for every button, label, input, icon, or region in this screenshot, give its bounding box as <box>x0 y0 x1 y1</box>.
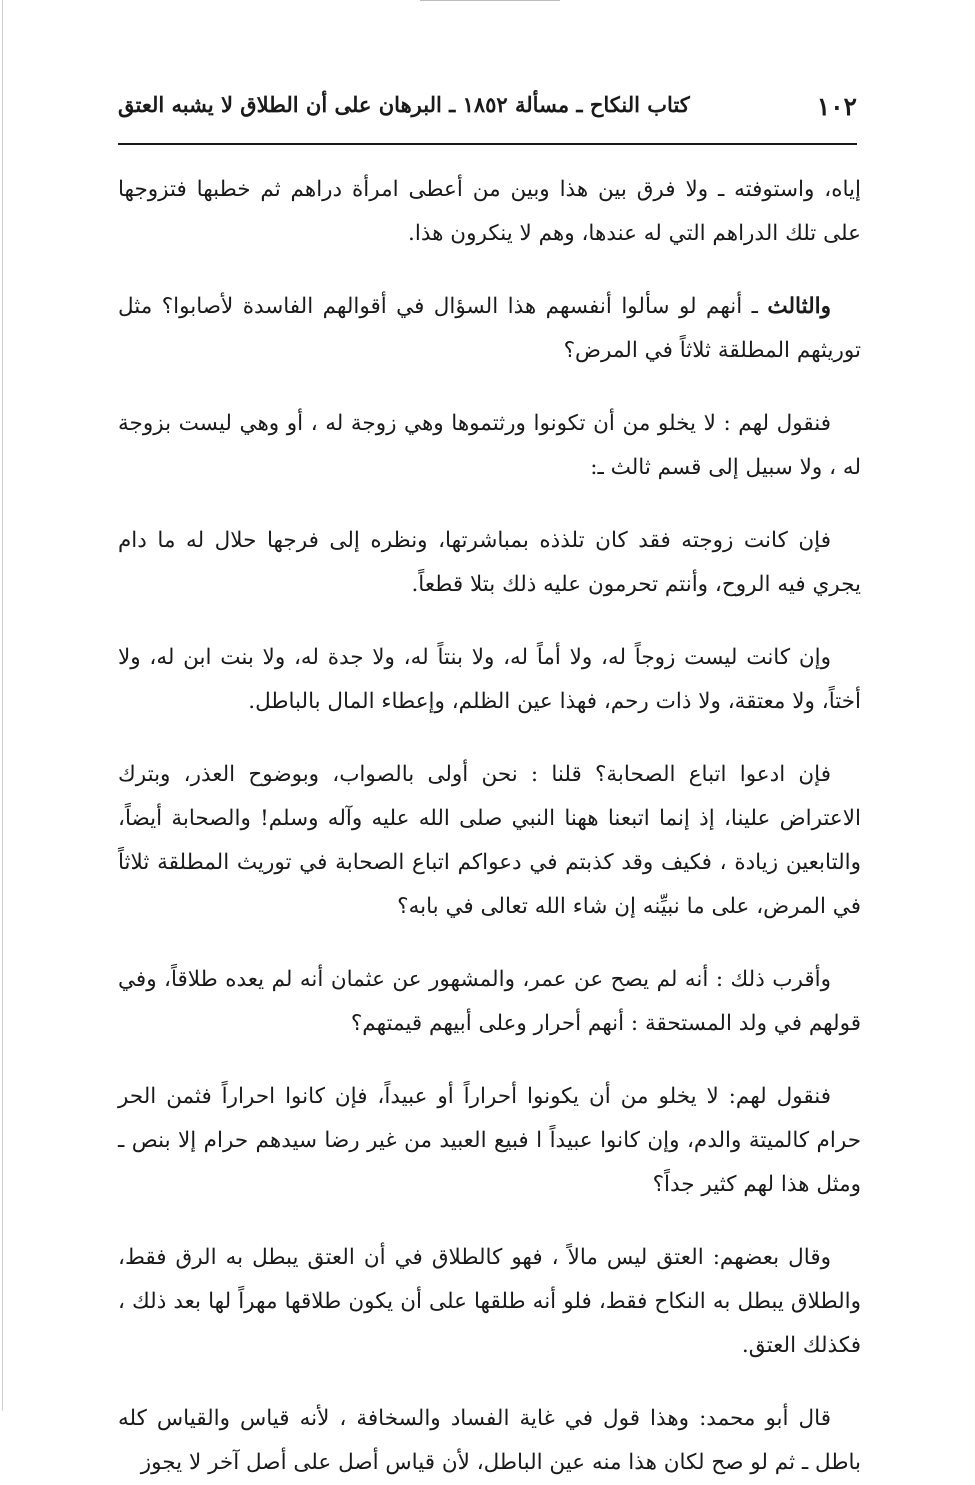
paragraph-9: وقال بعضهم: العتق ليس مالاً ، فهو كالطلاق في أن العتق يبطل به الرق فقط، والطلاق يبطل به النكاح فقط، فلو أنه طلقها على أن يكون طلاقها مهراً لها بعد ذلك ، فكذلك العتق. <box>118 1245 861 1358</box>
paragraph-lead-bold: والثالث <box>767 294 831 319</box>
paragraph-5: وإن كانت ليست زوجاً له، ولا أماً له، ولا بنتاً له، ولا جدة له، ولا بنت ابن له، ولا أختاً، ولا معتقة، ولا ذات رحم، فهذا عين الظلم، وإعطاء المال بالباطل. <box>118 645 861 714</box>
page-header <box>118 88 857 128</box>
header-divider <box>118 143 857 145</box>
page-number: ١٠٢ <box>816 92 857 121</box>
paragraph-4: فإن كانت زوجته فقد كان تلذذه بمباشرتها، ونظره إلى فرجها حلال له ما دام يجري فيه الروح، وأنتم تحرمون عليه ذلك بتلا قطعاً. <box>118 528 861 597</box>
paragraph-6: فإن ادعوا اتباع الصحابة؟ قلنا : نحن أولى بالصواب، وبوضوح العذر، وبترك الاعتراض علينا، إذ إنما اتبعنا ههنا النبي صلى الله عليه وآله وسلم! والصحابة أيضاً، والتابعين زيادة ، فكيف وقد كذبتم في دعواكم اتباع الصحابة في توريث المطلقة ثلاثاً في المرض، على ما نبيِّنه إن شاء الله تعالى في بابه؟ <box>118 762 861 919</box>
running-title: كتاب النكاح ـ مسألة ١٨٥٢ ـ البرهان على أن الطلاق لا يشبه العتق <box>118 92 690 117</box>
paragraph-7: وأقرب ذلك : أنه لم يصح عن عمر، والمشهور عن عثمان أنه لم يعده طلاقاً، وفي قولهم في ولد المستحقة : أنهم أحرار وعلى أبيهم قيمتهم؟ <box>118 967 861 1036</box>
page-body <box>118 168 861 1485</box>
paragraph-8: فنقول لهم: لا يخلو من أن يكونوا أحراراً أو عبيداً، فإن كانوا احراراً فثمن الحر حرام كالميتة والدم، وإن كانوا عبيداً ا فبيع العبيد من غير رضا سيدهم حرام إلا بنص ـ ومثل هذا لهم كثير جداً؟ <box>118 1084 861 1197</box>
paragraph-1: إياه، واستوفته ـ ولا فرق بين هذا وبين من أعطى امرأة دراهم ثم خطبها فتزوجها على تلك الدراهم التي له عندها، وهم لا ينكرون هذا. <box>118 177 861 246</box>
scan-top-rule <box>420 0 560 1</box>
paragraph-2-text: ـ أنهم لو سألوا أنفسهم هذا السؤال في أقوالهم الفاسدة لأصابوا؟ مثل توريثهم المطلقة ثلاثاً في المرض؟ <box>118 294 861 363</box>
scan-left-edge <box>2 0 3 1411</box>
paragraph-2 <box>118 285 861 373</box>
paragraph-3: فنقول لهم : لا يخلو من أن تكونوا ورثتموها وهي زوجة له ، أو وهي ليست بزوجة له ، ولا سبيل إلى قسم ثالث ـ: <box>118 411 861 480</box>
paragraph-10: قال أبو محمد: وهذا قول في غاية الفساد والسخافة ، لأنه قياس والقياس كله باطل ـ ثم لو صح لكان هذا منه عين الباطل، لأن قياس أصل على أصل آخر لا يجوز <box>118 1406 861 1475</box>
